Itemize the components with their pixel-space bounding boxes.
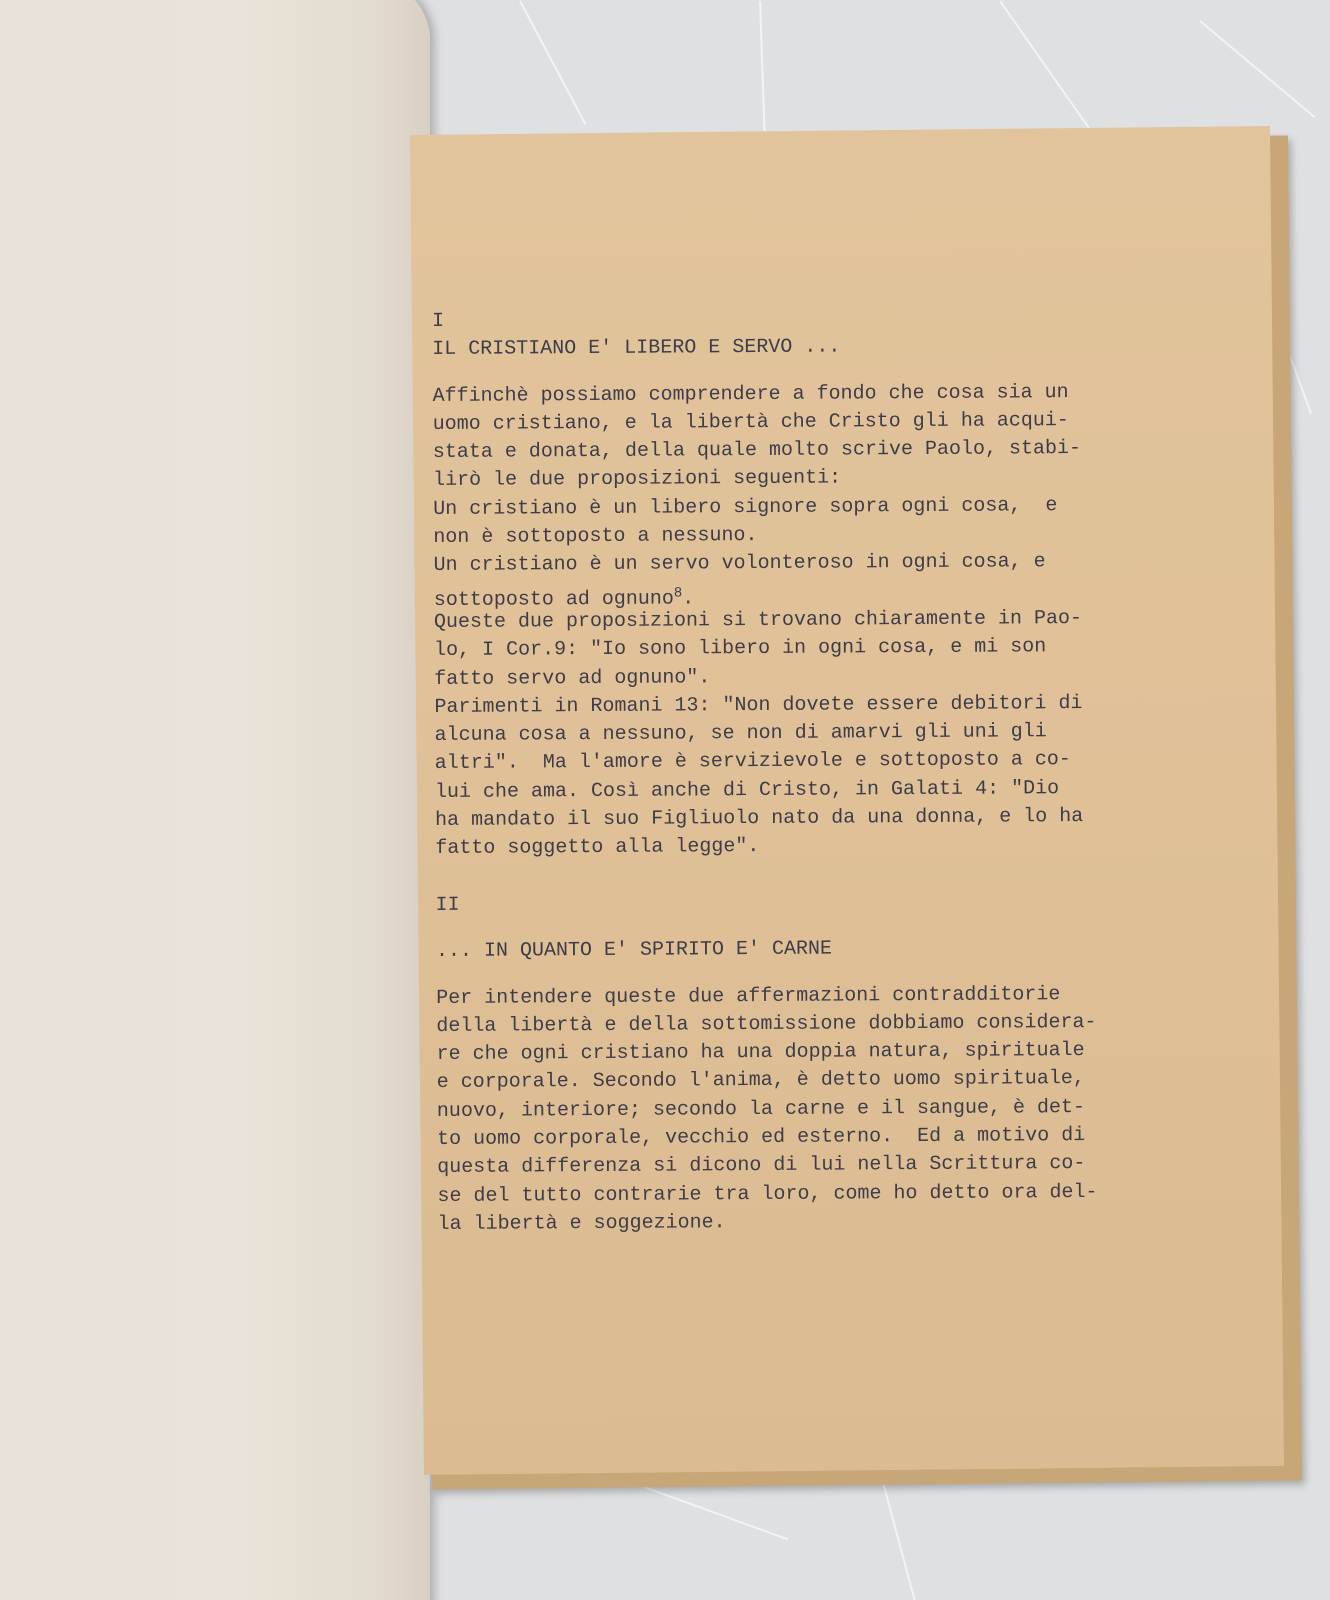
background-crease	[519, 1, 586, 126]
text-line: uomo cristiano, e la libertà che Cristo gli ha acqui-	[432, 409, 1069, 436]
text-line: lui che ama. Così anche di Cristo, in Galati 4: "Dio	[434, 776, 1060, 804]
text-line: della libertà e della sottomissione dobbiamo considera-	[436, 1010, 1097, 1038]
text-line: e corporale. Secondo l'anima, è detto uomo spirituale,	[436, 1067, 1085, 1095]
background-crease	[759, 1, 766, 131]
text-line: la libertà e soggezione.	[437, 1211, 726, 1236]
text-line: stata e donata, della quale molto scrive Paolo, stabi-	[432, 437, 1082, 465]
text-fragment: .	[682, 587, 695, 611]
text-line: Parimenti in Romani 13: "Non dovete essere debitori di	[434, 691, 1083, 719]
text-line: questa differenza si dicono di lui nella Scrittura co-	[437, 1152, 1086, 1180]
text-fragment: sottoposto ad ognuno	[433, 587, 674, 612]
text-line: Queste due proposizioni si trovano chiaramente in Pao-	[433, 607, 1083, 634]
blank-line	[435, 859, 1135, 892]
text-line: fatto soggetto alla legge".	[435, 835, 760, 861]
text-line: alcuna cosa a nessuno, se non di amarvi gli uni gli	[434, 720, 1047, 748]
footnote-marker: 8	[673, 585, 683, 602]
text-line: se del tutto contrarie tra loro, come ho detto ora del-	[437, 1180, 1098, 1208]
left-page	[0, 0, 430, 1600]
text-line: Un cristiano è un servo volonteroso in ogni cosa, e	[433, 550, 1046, 578]
text-line: lo, I Cor.9: "Io sono libero in ogni cosa, e mi son	[434, 635, 1047, 663]
text-line: to uomo corporale, vecchio ed esterno. Ed a motivo di	[437, 1124, 1086, 1151]
background-crease	[1199, 20, 1315, 118]
text-line: fatto servo ad ognuno".	[434, 665, 711, 691]
typewritten-text	[432, 304, 1138, 1239]
section-number: I	[432, 309, 445, 333]
section-heading: IL CRISTIANO E' LIBERO E SERVO ...	[432, 335, 841, 362]
text-line: Per intendere queste due affermazioni contradditorie	[436, 982, 1061, 1010]
text-line: lirò le due proposizioni seguenti:	[432, 466, 842, 493]
section-heading: ... IN QUANTO E' SPIRITO E' CARNE	[435, 937, 833, 964]
text-line: non è sottoposto a nessuno.	[433, 524, 758, 550]
text-line: Affinchè possiamo comprendere a fondo che cosa sia un	[432, 380, 1069, 408]
text-line: altri". Ma l'amore è servizievole e sottoposto a co-	[434, 748, 1071, 776]
text-line: ha mandato il suo Figliuolo nato da una donna, e lo ha	[435, 805, 1084, 833]
text-line: re che ogni cristiano ha una doppia natura, spirituale	[436, 1039, 1085, 1067]
text-line-with-footnote	[433, 576, 1134, 612]
background-crease	[999, 0, 1092, 132]
text-line: nuovo, interiore; secondo la carne e il sangue, è det-	[436, 1095, 1086, 1123]
text-line: Un cristiano è un libero signore sopra ogni cosa, e	[433, 493, 1058, 521]
background-crease	[879, 1471, 922, 1600]
section-number: II	[435, 893, 460, 917]
